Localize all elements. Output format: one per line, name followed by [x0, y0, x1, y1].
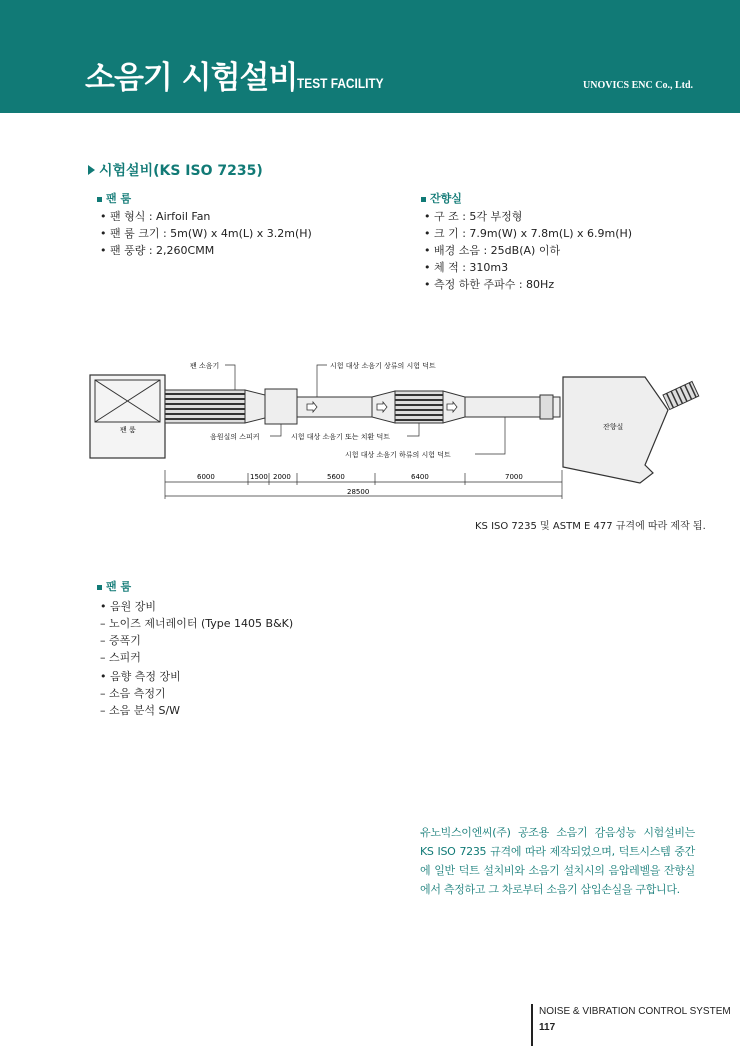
dimension-label: 2000: [273, 473, 291, 481]
section-title: 시험설비(KS ISO 7235): [88, 160, 263, 180]
reverb-room-heading: 잔향실: [421, 190, 462, 206]
diagram-caption: KS ISO 7235 및 ASTM E 477 규격에 따라 제작 됨.: [475, 521, 706, 532]
description-paragraph: 유노빅스이엔씨(주) 공조용 소음기 감음성능 시험설비는 KS ISO 7235 규격에 따라 제작되었으며, 덕트시스템 중간에 일반 덕트 설치비와 소음기 설치시의 음압레벨을 잔향실에서 측정하고 그 차로부터 소음기 삽입손실을 구합니다.: [420, 826, 695, 896]
transition-duct: [245, 390, 265, 423]
reverb-room-list: [424, 208, 632, 293]
list-item: • 음향 측정 장비: [100, 670, 181, 683]
list-item: • 체 적 : 310m3: [424, 261, 509, 274]
list-item: • 팬 형식 : Airfoil Fan: [100, 210, 211, 223]
dimension-label: 1500: [250, 473, 268, 481]
dimension-label: 6000: [197, 473, 215, 481]
equipment-heading: 팬 룸: [97, 578, 131, 594]
arrow-bullet-icon: [88, 165, 95, 175]
footer-divider: [531, 1004, 533, 1046]
fan-room-box: [90, 375, 165, 458]
list-item: • 구 조 : 5각 부정형: [424, 210, 523, 223]
square-bullet-icon: [421, 197, 426, 202]
page-title: 소음기 시험설비: [85, 60, 298, 96]
list-item: – 증폭기: [100, 634, 141, 647]
list-item: • 음원 장비: [100, 600, 156, 613]
fan-silencer: [165, 390, 245, 423]
callout-fan-silencer: 팬 소음기: [190, 362, 220, 370]
square-bullet-icon: [97, 585, 102, 590]
list-item: • 크 기 : 7.9m(W) x 7.8m(L) x 6.9m(H): [424, 227, 633, 240]
list-item: – 노이즈 제너레이터 (Type 1405 B&K): [100, 617, 294, 630]
list-item: – 소음 분석 S/W: [100, 704, 181, 717]
callout-substitute-duct: 시험 대상 소음기 또는 치환 덕트: [291, 433, 391, 441]
list-item: • 배경 소음 : 25dB(A) 이하: [424, 244, 561, 257]
dimension-label: 6400: [411, 473, 429, 481]
list-item: – 스피커: [100, 651, 141, 664]
dimension-total: 28500: [347, 488, 370, 496]
callout-downstream-duct: 시험 대상 소음기 하류의 시험 덕트: [345, 451, 451, 459]
fan-room-label: 팬 룸: [120, 426, 136, 434]
page-number: 117: [539, 1022, 556, 1033]
dimension-label: 7000: [505, 473, 523, 481]
list-item: • 측정 하한 주파수 : 80Hz: [424, 278, 555, 291]
reverb-room: [563, 377, 699, 483]
list-item: – 소음 측정기: [100, 687, 166, 700]
callout-upstream-duct: 시험 대상 소음기 상류의 시험 덕트: [330, 362, 436, 370]
dimension-label: 5600: [327, 473, 345, 481]
company-name: UNOVICS ENC Co., Ltd.: [583, 80, 694, 91]
page-subtitle: TEST FACILITY: [297, 75, 384, 91]
reverb-room-label: 잔향실: [603, 423, 624, 431]
speaker-chamber: [265, 389, 297, 424]
list-item: • 팬 룸 크기 : 5m(W) x 4m(L) x 3.2m(H): [100, 227, 312, 240]
fan-room-list: [100, 208, 312, 259]
list-item: • 팬 풍량 : 2,260CMM: [100, 244, 215, 257]
footer-text: NOISE & VIBRATION CONTROL SYSTEM: [539, 1006, 731, 1017]
equipment-list: [100, 598, 293, 719]
page-header: [0, 0, 740, 113]
square-bullet-icon: [97, 197, 102, 202]
test-facility-diagram: [85, 355, 705, 505]
fan-room-heading: 팬 룸: [97, 190, 131, 206]
downstream-duct: [465, 397, 540, 417]
callout-speaker: 음원실의 스피커: [210, 433, 260, 441]
